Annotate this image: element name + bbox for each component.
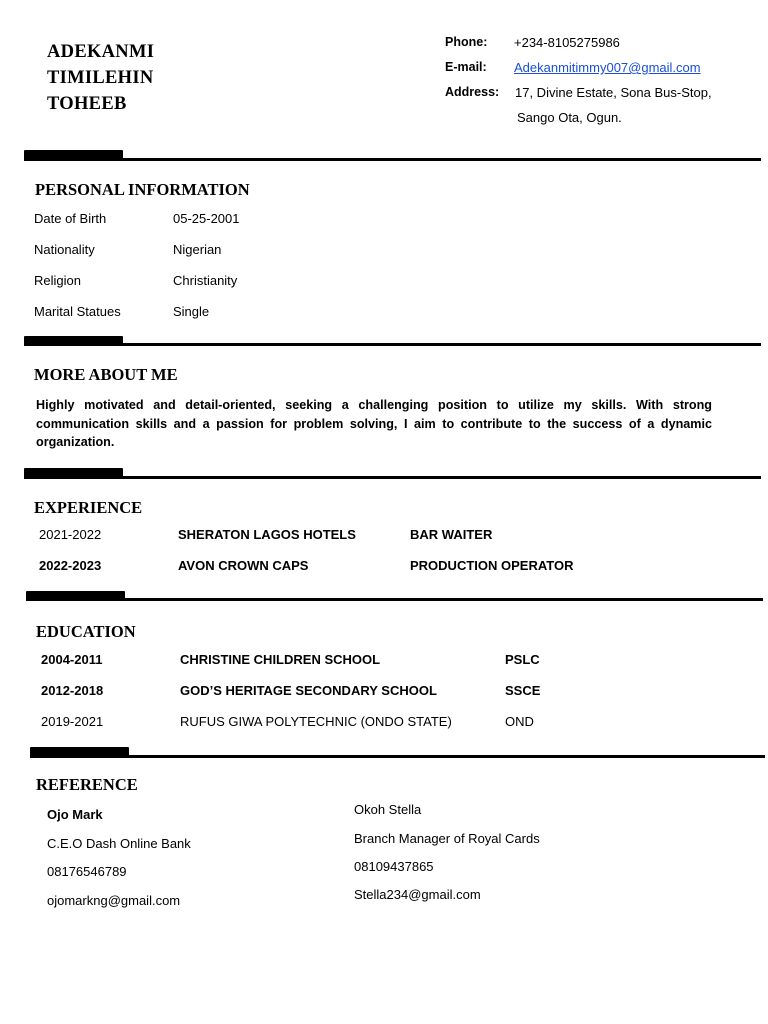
religion-value: Christianity [173, 273, 238, 288]
education-years: 2012-2018 [41, 683, 104, 698]
nationality-value: Nigerian [173, 242, 222, 257]
education-school: RUFUS GIWA POLYTECHNIC (ONDO STATE) [180, 714, 452, 729]
experience-years: 2022-2023 [39, 558, 102, 573]
experience-role: BAR WAITER [410, 527, 493, 542]
divider-line [24, 343, 761, 346]
reference-position: Branch Manager of Royal Cards [354, 831, 540, 846]
marital-value: Single [173, 304, 210, 319]
reference-position: C.E.O Dash Online Bank [47, 836, 191, 851]
email-label: E-mail: [445, 60, 487, 74]
name-line-1: ADEKANMI [47, 42, 155, 62]
about-paragraph: Highly motivated and detail-oriented, seeking a challenging position to utilize my skills. With strong communication skills and a passion for problem solving, I aim to contribute to the success of a dynamic organization. [36, 398, 712, 450]
divider-line [26, 598, 763, 601]
education-cert: OND [505, 714, 534, 729]
reference-name: Okoh Stella [354, 802, 422, 817]
education-cert: SSCE [505, 683, 541, 698]
reference-phone: 08176546789 [47, 864, 127, 879]
experience-role: PRODUCTION OPERATOR [410, 558, 574, 573]
section-title-about: MORE ABOUT ME [34, 365, 178, 384]
section-title-personal: PERSONAL INFORMATION [35, 180, 250, 199]
education-school: CHRISTINE CHILDREN SCHOOL [180, 652, 381, 667]
section-title-education: EDUCATION [36, 622, 136, 641]
experience-company: AVON CROWN CAPS [178, 558, 309, 573]
education-years: 2004-2011 [41, 652, 103, 667]
experience-company: SHERATON LAGOS HOTELS [178, 527, 356, 542]
experience-years: 2021-2022 [39, 527, 102, 542]
phone-label: Phone: [445, 35, 488, 49]
section-title-reference: REFERENCE [36, 775, 138, 794]
name-line-2: TIMILEHIN [47, 68, 154, 88]
reference-email: ojomarkng@gmail.com [47, 893, 181, 908]
address-line-2: Sango Ota, Ogun. [517, 110, 622, 125]
education-school: GOD’S HERITAGE SECONDARY SCHOOL [180, 683, 437, 698]
reference-email: Stella234@gmail.com [354, 887, 481, 902]
religion-label: Religion [34, 273, 81, 288]
divider-line [24, 158, 761, 161]
email-link[interactable]: Adekanmitimmy007@gmail.com [514, 60, 701, 75]
name-line-3: TOHEEB [47, 94, 127, 114]
reference-phone: 08109437865 [354, 859, 434, 874]
divider-line [24, 476, 761, 479]
dob-value: 05-25-2001 [173, 211, 240, 226]
phone-value: +234-8105275986 [514, 35, 620, 50]
marital-label: Marital Statues [34, 304, 121, 319]
education-years: 2019-2021 [41, 714, 104, 729]
education-cert: PSLC [505, 652, 540, 667]
dob-label: Date of Birth [34, 211, 107, 226]
nationality-label: Nationality [34, 242, 95, 257]
divider-line [30, 755, 765, 758]
address-line-1: 17, Divine Estate, Sona Bus-Stop, [515, 85, 712, 100]
address-label: Address: [445, 85, 500, 99]
section-title-experience: EXPERIENCE [34, 498, 143, 517]
reference-name: Ojo Mark [47, 807, 103, 822]
